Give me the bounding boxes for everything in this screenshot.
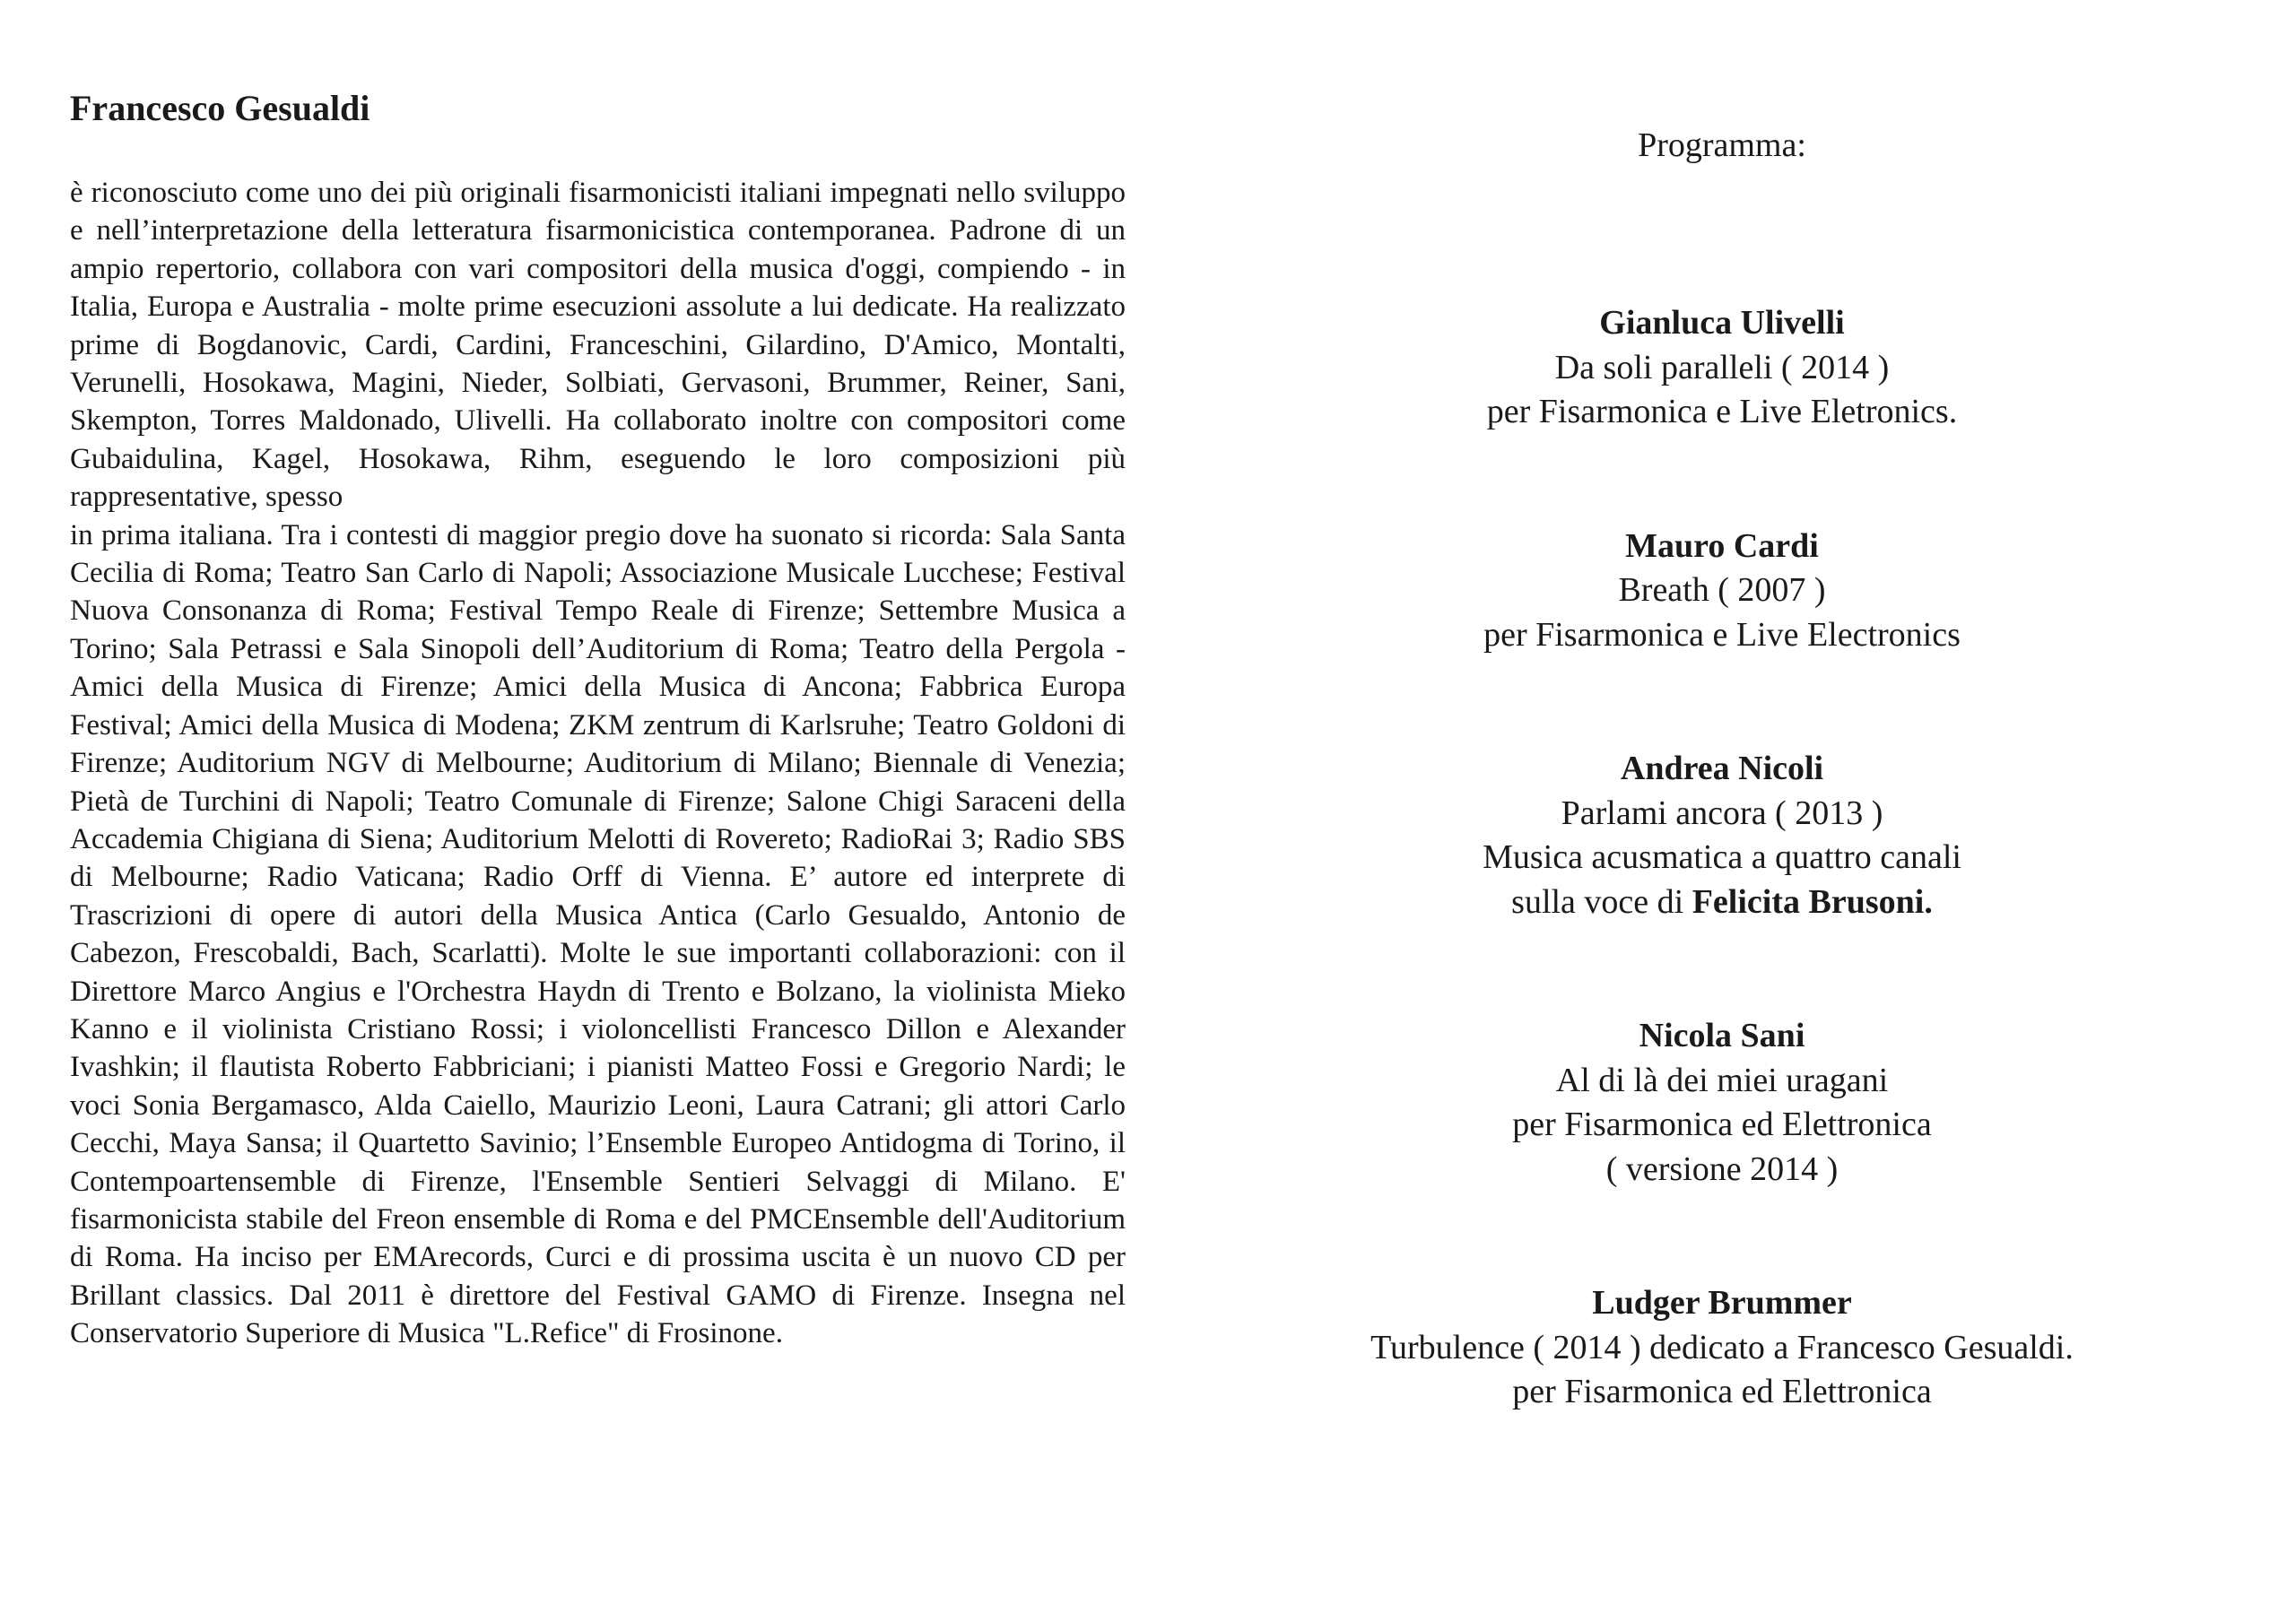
work-title: Parlami ancora ( 2013 ) — [1561, 794, 1883, 832]
composer-name: Mauro Cardi — [1625, 526, 1819, 565]
program-item-sani — [1148, 1014, 2296, 1192]
program-item-cardi — [1148, 525, 2296, 658]
work-details: per Fisarmonica e Live Electronics — [1483, 615, 1961, 654]
composer-name: Ludger Brummer — [1592, 1284, 1852, 1322]
program-item-brummer — [1148, 1281, 2296, 1415]
program-list — [1148, 301, 2296, 1415]
work-title: Da soli paralleli ( 2014 ) — [1554, 348, 1890, 386]
composer-name: Gianluca Ulivelli — [1599, 304, 1845, 342]
composer-name: Andrea Nicoli — [1620, 750, 1824, 787]
voice-prefix: sulla voce di — [1511, 882, 1684, 921]
biography-paragraph-part-2: in prima italiana. Tra i contesti di maggior pregio dove ha suonato si ricorda: Sala Santa Cecilia di Roma; Teatro San Carlo di Napoli; Associazione Musicale Lucchese; Festival Nuova Consonanza di Roma; Festival Tempo Reale di Firenze; Settembre Musica a Torino; Sala Petrassi e Sala Sinopoli dell’Auditorium di Roma; Teatro della Pergola - Amici della Musica di Firenze; Amici della Musica di Ancona; Fabbrica Europa Festival; Amici della Musica di Modena; ZKM zentrum di Karlsruhe; Teatro Goldoni di Firenze; Auditorium NGV di Melbourne; Auditorium di Milano; Biennale di Venezia; Pietà de Turchini di Napoli; Teatro Comunale di Firenze; Salone Chigi Saraceni della Accademia Chigiana di Siena; Auditorium Melotti di Rovereto; RadioRai 3; Radio SBS di Melbourne; Radio Vaticana; Radio Orff di Vienna. E’ autore ed interprete di Trascrizioni di opere di autori della Musica Antica (Carlo Gesualdo, Antonio de Cabezon, Frescobaldi, Bach, Scarlatti). Molte le sue importanti collaborazioni: con il Direttore Marco Angius e l'Orchestra Haydn di Trento e Bolzano, la violinista Mieko Kanno e il violinista Cristiano Rossi; i violoncellisti Francesco Dillon e Alexander Ivashkin; il flautista Roberto Fabbriciani; i pianisti Matteo Fossi e Gregorio Nardi; le voci Sonia Bergamasco, Alda Caiello, Maurizio Leoni, Laura Catrani; gli attori Carlo Cecchi, Maya Sansa; il Quartetto Savinio; l’Ensemble Europeo Antidogma di Torino, il Contempoartensemble di Firenze, l'Ensemble Sentieri Selvaggi di Milano. E' fisarmonicista stabile del Freon ensemble di Roma e del PMCEnsemble dell'Auditorium di Roma. Ha inciso per EMArecords, Curci e di prossima uscita è un nuovo CD per Brillant classics. Dal 2011 è direttore del Festival GAMO di Firenze. Insegna nel Conservatorio Superiore di Musica "L.Refice" di Frosinone. — [70, 518, 1126, 1350]
voice-name: Felicita Brusoni. — [1692, 882, 1933, 921]
work-title: Al di là dei miei uragani — [1555, 1061, 1889, 1099]
work-details: Musica acusmatica a quattro canali — [1483, 838, 1961, 876]
program-item-ulivelli — [1148, 301, 2296, 435]
work-title: Turbulence ( 2014 ) dedicato a Francesco Gesualdi. — [1370, 1328, 2074, 1366]
biography-text — [70, 174, 1126, 1353]
program-heading: Programma: — [1638, 126, 1806, 164]
work-version: ( versione 2014 ) — [1605, 1149, 1839, 1188]
composer-name: Nicola Sani — [1639, 1017, 1805, 1054]
work-details: per Fisarmonica e Live Eletronics. — [1486, 393, 1958, 430]
artist-name: Francesco Gesualdi — [70, 88, 370, 128]
work-details: per Fisarmonica ed Elettronica — [1512, 1373, 1932, 1410]
work-title: Breath ( 2007 ) — [1618, 571, 1826, 609]
right-page-program — [1148, 0, 2296, 1622]
biography-paragraph-part-1: è riconosciuto come uno dei più originali fisarmonicisti italiani impegnati nello sviluppo e nell’interpretazione della letteratura fisarmonicistica contemporanea. Padrone di un ampio repertorio, collabora con vari compositori della musica d'oggi, compiendo - in Italia, Europa e Australia - molte prime esecuzioni assolute a lui dedicate. Ha realizzato prime di Bogdanovic, Cardi, Cardini, Franceschini, Gilardino, D'Amico, Montalti, Verunelli, Hosokawa, Magini, Nieder, Solbiati, Gervasoni, Brummer, Reiner, Sani, Skempton, Torres Maldonado, Ulivelli. Ha collaborato inoltre con compositori come Gubaidulina, Kagel, Hosokawa, Rihm, eseguendo le loro composizioni più rappresentative, spesso — [70, 177, 1126, 514]
work-voice-credit — [1148, 880, 2296, 925]
program-item-nicoli — [1148, 747, 2296, 924]
work-details: per Fisarmonica ed Elettronica — [1512, 1106, 1932, 1143]
